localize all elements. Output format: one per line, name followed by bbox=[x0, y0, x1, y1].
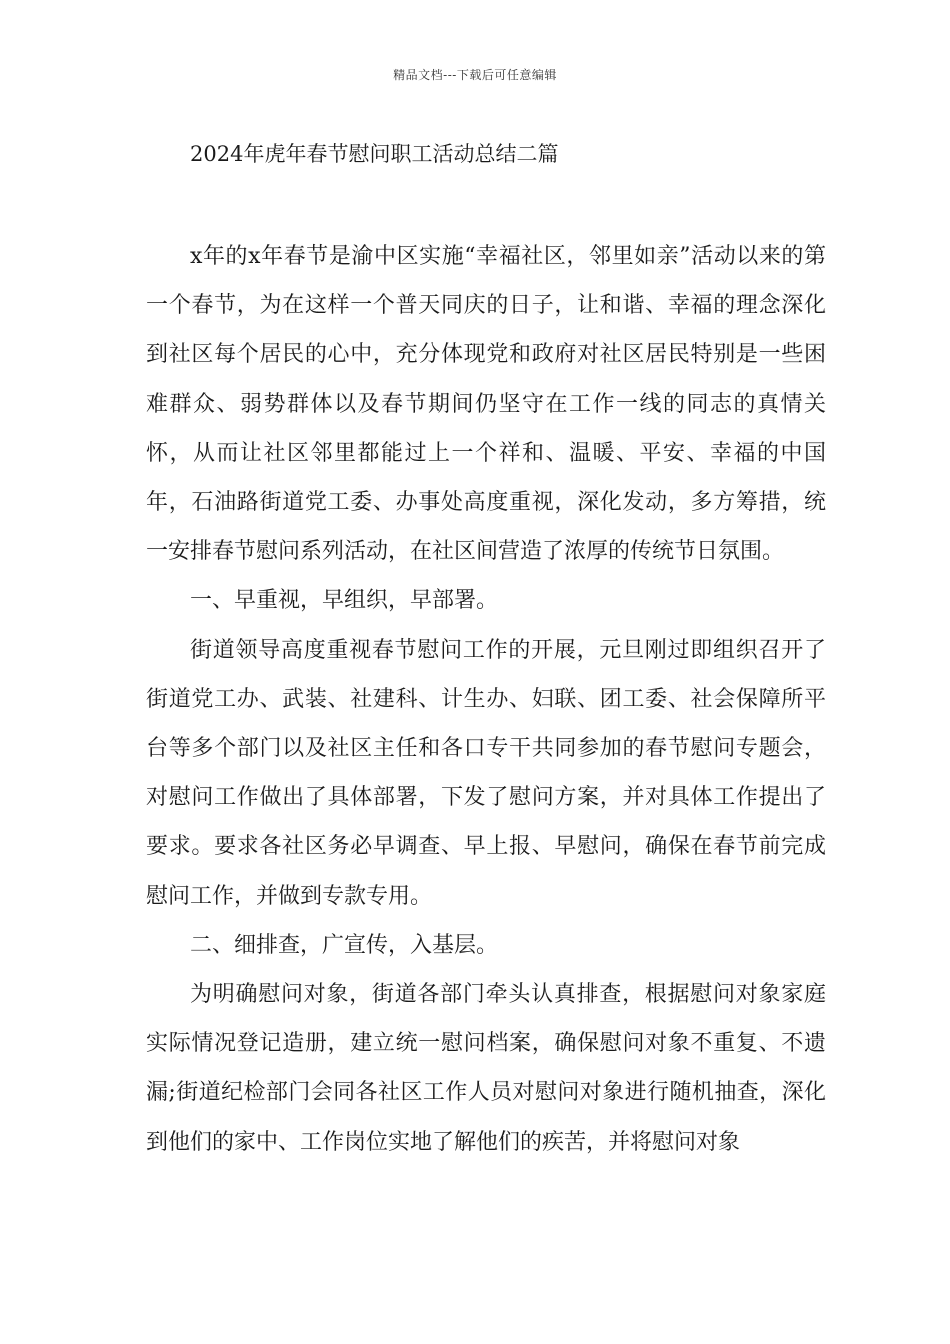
section-heading-2: 二、细排查，广宣传，入基层。 bbox=[190, 932, 499, 958]
paragraph-intro: x年的x年春节是渝中区实施“幸福社区，邻里如亲”活动以来的第一个春节，为在这样一个普天同庆的日子，让和谐、幸福的理念深化到社区每个居民的心中，充分体现党和政府对社区居民特别是一些困难群众、弱势群体以及春节期间仍坚守在工作一线的同志的真情关怀，从而让社区邻里都能过上一个祥和、温暖、平安、幸福的中国年，石油路街道党工委、办事处高度重视，深化发动，多方筹措，统一安排春节慰问系列活动，在社区间营造了浓厚的传统节日氛围。 bbox=[146, 244, 826, 565]
header-note: 精品文档---下载后可任意编辑 bbox=[393, 68, 557, 82]
document-title: 2024年虎年春节慰问职工活动总结二篇 bbox=[190, 142, 559, 166]
document-body bbox=[146, 232, 826, 1167]
paragraph-section-1: 街道领导高度重视春节慰问工作的开展，元旦刚过即组织召开了街道党工办、武装、社建科、计生办、妇联、团工委、社会保障所平台等多个部门以及社区主任和各口专干共同参加的春节慰问专题会，对慰问工作做出了具体部署，下发了慰问方案，并对具体工作提出了要求。要求各社区务必早调查、早上报、早慰问，确保在春节前完成慰问工作，并做到专款专用。 bbox=[146, 637, 826, 909]
paragraph-section-2: 为明确慰问对象，街道各部门牵头认真排查，根据慰问对象家庭实际情况登记造册，建立统一慰问档案，确保慰问对象不重复、不遗漏;街道纪检部门会同各社区工作人员对慰问对象进行随机抽查，深化到他们的家中、工作岗位实地了解他们的疾苦，并将慰问对象 bbox=[146, 982, 826, 1155]
section-heading-1: 一、早重视，早组织，早部署。 bbox=[190, 588, 499, 614]
